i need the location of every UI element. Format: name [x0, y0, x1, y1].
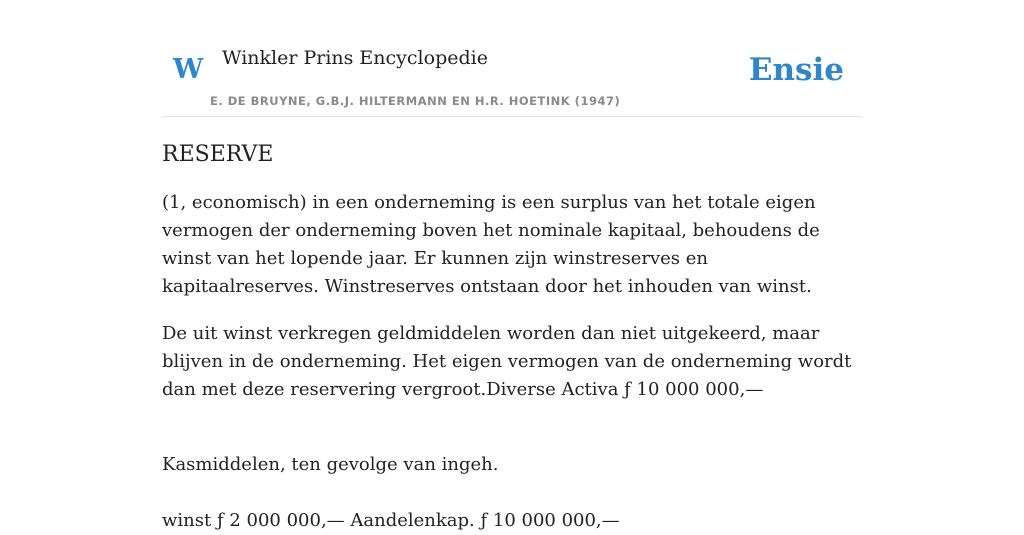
paragraph-spacer	[162, 479, 862, 507]
ensie-logo[interactable]: Ensie	[748, 52, 844, 88]
header	[162, 0, 862, 117]
article-paragraph: De uit winst verkregen geldmiddelen worden dan niet uitgekeerd, maar blijven in de onderneming. Het eigen vermogen van de onderneming wordt dan met deze reservering vergroot.Diverse Activa ƒ 10 000 000,—	[162, 323, 852, 400]
article-paragraph: (1, economisch) in een onderneming is een surplus van het totale eigen vermogen der onderneming boven het nominale kapitaal, behoudens de winst van het lopende jaar. Er kunnen zijn winstreserves en kapitaalreserves. Winstreserves ontstaan door het inhouden van winst.	[162, 192, 820, 297]
encyclopedia-authors: E. DE BRUYNE, G.B.J. HILTERMANN EN H.R. HOETINK (1947)	[210, 94, 621, 108]
article-line: winst ƒ 2 000 000,— Aandelenkap. ƒ 10 000 000,—	[162, 510, 620, 531]
encyclopedia-title[interactable]: Winkler Prins Encyclopedie	[222, 47, 488, 69]
article-line: Kasmiddelen, ten gevolge van ingeh.	[162, 454, 499, 475]
article-headword: RESERVE	[162, 142, 274, 167]
winkler-prins-logo[interactable]: W	[173, 54, 204, 85]
paragraph-spacer	[162, 423, 862, 451]
article	[162, 138, 862, 535]
